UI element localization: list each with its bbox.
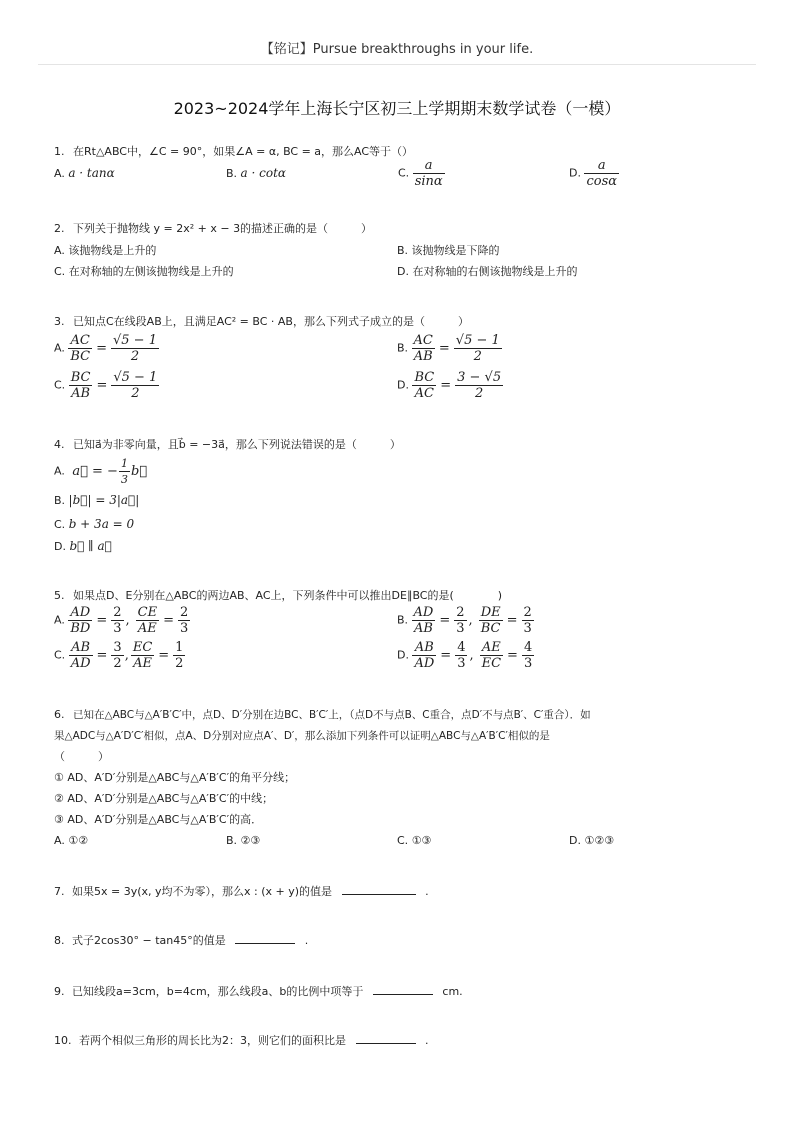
fraction-denominator: 3 bbox=[456, 621, 465, 636]
fraction-denominator: 3 bbox=[179, 621, 189, 636]
fraction-denominator: sinα bbox=[414, 174, 443, 189]
option-c[interactable]: C. $\frac{BC}{AB}$ = $\frac{√5 - 1}{2}$ bbox=[54, 370, 158, 401]
question-8 bbox=[54, 933, 308, 948]
question-end: . bbox=[425, 1034, 429, 1047]
fraction-numerator: a bbox=[413, 158, 445, 174]
option-b[interactable] bbox=[226, 166, 286, 181]
option-label: A. bbox=[54, 613, 65, 627]
option-text: 该抛物线是上升的 bbox=[68, 244, 157, 257]
option-d[interactable] bbox=[397, 265, 577, 279]
option-label: C. bbox=[54, 378, 66, 392]
fraction-numerator: BC bbox=[70, 370, 91, 385]
fraction-denominator: AE bbox=[137, 621, 157, 636]
question-stem: 下列关于抛物线 y = 2x² + x − 3的描述正确的是（ ） bbox=[73, 222, 373, 235]
question-9 bbox=[54, 984, 463, 999]
exam-title: 2023~2024学年上海长宁区初三上学期期末数学试卷（一模） bbox=[173, 99, 621, 118]
option-label: A. bbox=[54, 341, 65, 355]
question-stem: 已知线段a=3cm，b=4cm，那么线段a、b的比例中项等于 bbox=[72, 985, 364, 998]
answer-blank[interactable] bbox=[373, 984, 433, 995]
fraction-denominator: 3 bbox=[113, 621, 122, 636]
option-a[interactable]: A. $\frac{AC}{BC}$ = $\frac{√5 - 1}{2}$ bbox=[54, 333, 157, 364]
option-label: D. bbox=[569, 834, 581, 847]
question-number: 9. bbox=[54, 985, 65, 998]
option-label: B. bbox=[226, 167, 238, 180]
question-number: 7. bbox=[54, 885, 65, 898]
fraction-denominator: BC bbox=[480, 621, 501, 636]
fraction-denominator: AB bbox=[413, 349, 433, 364]
fraction-denominator: BC bbox=[70, 349, 91, 364]
fraction-denominator: AD bbox=[414, 656, 435, 671]
question-stem: 在Rt△ABC中，∠C = 90°，如果∠A = α, BC = a，那么AC等于（） bbox=[73, 145, 414, 158]
option-text: 该抛物线是下降的 bbox=[411, 244, 500, 257]
option-text: ①②③ bbox=[584, 834, 615, 847]
option-label: B. bbox=[54, 494, 66, 507]
option-label: C. bbox=[398, 166, 410, 180]
question-7 bbox=[54, 884, 429, 899]
fraction-denominator: 2 bbox=[474, 386, 484, 401]
option-label: C. bbox=[54, 265, 66, 278]
fraction-numerator: DE bbox=[480, 605, 501, 620]
fraction-numerator: √5 − 1 bbox=[455, 333, 500, 348]
option-label: C. bbox=[397, 834, 409, 847]
fraction-denominator: AC bbox=[414, 386, 435, 401]
option-label: D. bbox=[569, 166, 581, 180]
header-divider bbox=[38, 64, 756, 65]
condition-2: ② AD、A′D′分别是△ABC与△A′B′C′的中线； bbox=[54, 792, 274, 805]
answer-blank[interactable] bbox=[235, 933, 295, 944]
fraction-denominator: AB bbox=[71, 386, 91, 401]
option-b[interactable] bbox=[54, 493, 139, 508]
fraction-numerator: 4 bbox=[523, 640, 533, 655]
fraction-denominator: cosα bbox=[586, 174, 618, 189]
option-label: B. bbox=[397, 244, 409, 257]
fraction-numerator: AE bbox=[480, 640, 503, 656]
option-d[interactable] bbox=[569, 158, 619, 189]
fraction-denominator: 3 bbox=[457, 656, 466, 671]
option-label: A. bbox=[54, 244, 65, 257]
option-c[interactable] bbox=[398, 158, 445, 189]
question-number: 1. bbox=[54, 145, 65, 158]
option-c[interactable]: C. $\frac{AB}{AD}$ = $\frac{3}{2}$ , $\frac{EC}{AE}$ = $\frac{1}{2}$ bbox=[54, 640, 184, 671]
question-stem: 如果点D、E分别在△ABC的两边AB、AC上，下列条件中可以推出DE∥BC的是( ) bbox=[73, 589, 503, 602]
option-label: A. bbox=[54, 167, 65, 180]
question-number: 6. bbox=[54, 708, 65, 721]
fraction-numerator: √5 − 1 bbox=[113, 370, 158, 385]
fraction-denominator: 3 bbox=[523, 621, 532, 636]
fraction-numerator: 1 bbox=[175, 640, 184, 655]
option-a[interactable] bbox=[54, 834, 88, 848]
fraction-numerator: a bbox=[584, 158, 619, 174]
fraction-denominator: AD bbox=[70, 656, 91, 671]
fraction-numerator: 3 bbox=[113, 640, 122, 655]
option-text: 在对称轴的右侧该抛物线是上升的 bbox=[412, 265, 578, 278]
condition-3: ③ AD、A′D′分别是△ABC与△A′B′C′的高． bbox=[54, 813, 263, 826]
fraction-numerator: 2 bbox=[113, 605, 122, 620]
question-number: 4. bbox=[54, 438, 65, 451]
fraction-numerator: 2 bbox=[456, 605, 465, 620]
option-label: D. bbox=[397, 378, 409, 392]
option-d[interactable] bbox=[569, 834, 614, 848]
option-b[interactable] bbox=[397, 244, 500, 258]
question-end: . bbox=[425, 885, 429, 898]
separator: , bbox=[468, 612, 473, 628]
option-label: B. bbox=[397, 613, 409, 627]
question-10 bbox=[54, 1033, 429, 1048]
option-label: D. bbox=[397, 648, 409, 662]
fraction-denominator: 2 bbox=[473, 349, 482, 364]
fraction-denominator: AB bbox=[413, 621, 433, 636]
fraction-denominator: 2 bbox=[175, 656, 184, 671]
option-d[interactable]: D. $\frac{BC}{AC}$ = $\frac{3 - √5}{2}$ bbox=[397, 370, 502, 401]
separator: , bbox=[124, 647, 129, 663]
fraction-numerator: CE bbox=[137, 605, 158, 620]
question-number: 3. bbox=[54, 315, 65, 328]
question-stem: 果△ADC与△A′D′C′相似，点A、D分别对应点A′、D′，那么添加下列条件可以证明△ABC与△A′B′C′相似的是 bbox=[54, 730, 550, 742]
option-text: a · tanα bbox=[68, 166, 115, 180]
option-label: B. bbox=[397, 341, 409, 355]
fraction-numerator: EC bbox=[132, 640, 153, 655]
option-text: b⃗ ∥ a⃗ bbox=[69, 539, 112, 553]
fraction-denominator: BD bbox=[70, 621, 91, 636]
fraction-numerator: AC bbox=[68, 333, 92, 349]
fraction-denominator: EC bbox=[481, 656, 502, 671]
option-text: a · cotα bbox=[240, 166, 287, 180]
question-stem: 已知在△ABC与△A′B′C′中，点D、D′分别在边BC、B′C′上，（点D不与点B、C重合，点D′不与点B′、C′重合）．如 bbox=[73, 709, 591, 721]
option-text: b⃗ bbox=[130, 463, 148, 479]
option-b[interactable]: B. $\frac{AD}{AB}$ = $\frac{2}{3}$ , $\frac{DE}{BC}$ = $\frac{2}{3}$ bbox=[397, 605, 532, 636]
question-stem: 如果5x = 3y(x, y均不为零），那么x : (x + y)的值是 bbox=[72, 885, 333, 898]
fraction-numerator: 3 − √5 bbox=[457, 370, 502, 385]
option-label: C. bbox=[54, 648, 66, 662]
option-c[interactable] bbox=[54, 265, 234, 279]
question-number: 5. bbox=[54, 589, 65, 602]
option-label: D. bbox=[54, 540, 66, 553]
fraction-numerator: AB bbox=[69, 640, 93, 656]
question-number: 2. bbox=[54, 222, 65, 235]
question-stem: 若两个相似三角形的周长比为2：3，则它们的面积比是 bbox=[79, 1034, 346, 1047]
question-number: 8. bbox=[54, 934, 65, 947]
option-a[interactable]: A. $\frac{AD}{BD}$ = $\frac{2}{3}$ , $\frac{CE}{AE}$ = $\frac{2}{3}$ bbox=[54, 605, 189, 636]
fraction-numerator: 4 bbox=[457, 640, 466, 655]
option-label: B. bbox=[226, 834, 238, 847]
fraction-denominator: 2 bbox=[130, 349, 140, 364]
fraction-numerator: √5 − 1 bbox=[112, 333, 157, 348]
option-b[interactable] bbox=[226, 834, 260, 848]
option-c[interactable] bbox=[397, 834, 431, 848]
question-stem: （ ） bbox=[54, 750, 109, 763]
option-a[interactable] bbox=[54, 166, 115, 181]
option-a[interactable] bbox=[54, 456, 147, 487]
page-header-motto: 【铭记】Pursue breakthroughs in your life. bbox=[260, 42, 534, 57]
option-d[interactable]: D. $\frac{AB}{AD}$ = $\frac{4}{3}$ , $\frac{AE}{EC}$ = $\frac{4}{3}$ bbox=[397, 640, 533, 671]
fraction-denominator: 3 bbox=[523, 656, 533, 671]
answer-blank[interactable] bbox=[342, 884, 416, 895]
option-label: A. bbox=[54, 464, 65, 478]
answer-blank[interactable] bbox=[356, 1033, 416, 1044]
fraction-numerator: AD bbox=[413, 605, 434, 620]
option-label: D. bbox=[397, 265, 409, 278]
option-text: b + 3a = 0 bbox=[68, 517, 135, 531]
option-text: ①③ bbox=[411, 834, 432, 847]
question-end: . bbox=[304, 934, 309, 947]
fraction-numerator: 2 bbox=[523, 605, 532, 620]
fraction-denominator: 3 bbox=[120, 473, 128, 486]
option-text: ①② bbox=[68, 834, 89, 847]
question-end: cm. bbox=[442, 985, 463, 998]
fraction-denominator: 2 bbox=[131, 386, 140, 401]
option-label: A. bbox=[54, 834, 65, 847]
option-text: 在对称轴的左侧该抛物线是上升的 bbox=[68, 265, 234, 278]
option-text: |b⃗| = 3|a⃗| bbox=[68, 493, 140, 507]
fraction-numerator: 2 bbox=[179, 605, 189, 620]
option-label: C. bbox=[54, 518, 66, 531]
question-stem: 已知a⃗为非零向量，且b⃗ = −3a⃗，那么下列说法错误的是（ ） bbox=[73, 438, 401, 451]
question-stem: 式子2cos30° − tan45°的值是 bbox=[72, 934, 226, 947]
fraction-numerator: BC bbox=[414, 370, 435, 385]
option-text: ②③ bbox=[240, 834, 261, 847]
option-d[interactable] bbox=[54, 539, 112, 554]
fraction-numerator: 1 bbox=[120, 457, 128, 470]
option-c[interactable] bbox=[54, 517, 134, 532]
fraction-denominator: 2 bbox=[113, 656, 122, 671]
option-text: a⃗ = − bbox=[72, 463, 118, 479]
fraction-numerator: AD bbox=[68, 605, 92, 621]
fraction-numerator: AC bbox=[413, 333, 433, 348]
separator: , bbox=[125, 612, 130, 628]
question-number: 10. bbox=[54, 1034, 72, 1047]
option-a[interactable] bbox=[54, 244, 156, 258]
fraction-denominator: AE bbox=[133, 656, 152, 671]
condition-1: ① AD、A′D′分别是△ABC与△A′B′C′的角平分线； bbox=[54, 771, 296, 784]
separator: , bbox=[469, 647, 474, 663]
fraction-numerator: AB bbox=[412, 640, 436, 656]
question-stem: 已知点C在线段AB上，且满足AC² = BC · AB，那么下列式子成立的是（ ） bbox=[73, 315, 469, 328]
option-b[interactable]: B. $\frac{AC}{AB}$ = $\frac{√5 - 1}{2}$ bbox=[397, 333, 500, 364]
